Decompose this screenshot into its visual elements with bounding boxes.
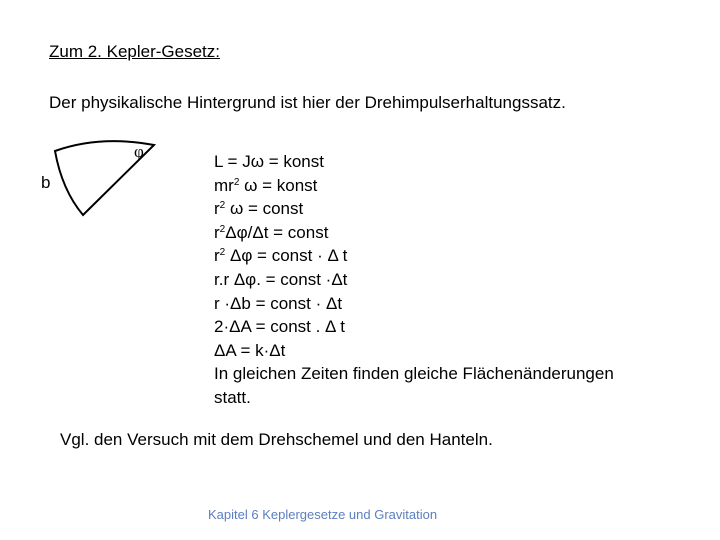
slide-title: Zum 2. Kepler-Gesetz: [49, 42, 221, 61]
equation-list [214, 150, 614, 410]
equation-text: 2·ΔA = const . Δ t [214, 317, 345, 337]
equation-line [214, 339, 614, 363]
equation-exponent: 2 [219, 223, 226, 235]
equation-text: mr [214, 175, 234, 195]
equation-text: r [214, 246, 220, 266]
sector-diagram-svg [30, 135, 200, 225]
equation-text: L = Jω = konst [214, 152, 324, 171]
equation-line [214, 174, 614, 198]
equation-text-rest: ω = const [225, 199, 304, 219]
equation-exponent: 2 [219, 247, 226, 259]
equation-exponent: 2 [233, 176, 240, 188]
equation-text: ΔA = k·Δt [214, 340, 286, 360]
equation-text: In gleichen Zeiten finden gleiche Flächenänderungen [214, 364, 614, 384]
equation-text: r [214, 222, 220, 242]
equation-text: r ·Δb = const · Δt [214, 293, 343, 313]
sector-diagram [30, 135, 200, 225]
equation-line [214, 362, 614, 386]
equation-line [214, 244, 614, 268]
equation-text-rest: ω = konst [239, 175, 318, 195]
equation-text: statt. [214, 387, 251, 407]
equation-text-rest: Δφ/Δt = const [225, 222, 329, 242]
equation-line [214, 268, 614, 292]
equation-text: r.r Δφ. = const ·Δt [214, 269, 348, 289]
equation-line [214, 221, 614, 245]
equation-line [214, 150, 614, 174]
equation-line [214, 197, 614, 221]
angle-label: φ [134, 142, 144, 161]
equation-text: r [214, 199, 220, 219]
equation-exponent: 2 [219, 200, 226, 212]
footer-chapter: Kapitel 6 Keplergesetze und Gravitation [208, 507, 438, 522]
equation-line [214, 315, 614, 339]
equation-text-rest: Δφ = const · Δ t [225, 246, 348, 266]
comparison-note: Vgl. den Versuch mit dem Drehschemel und den Hanteln. [60, 430, 493, 449]
equation-line [214, 292, 614, 316]
arc-label: b [41, 173, 51, 192]
intro-text: Der physikalische Hintergrund ist hier der Drehimpulserhaltungssatz. [49, 93, 566, 112]
equation-line [214, 386, 614, 410]
